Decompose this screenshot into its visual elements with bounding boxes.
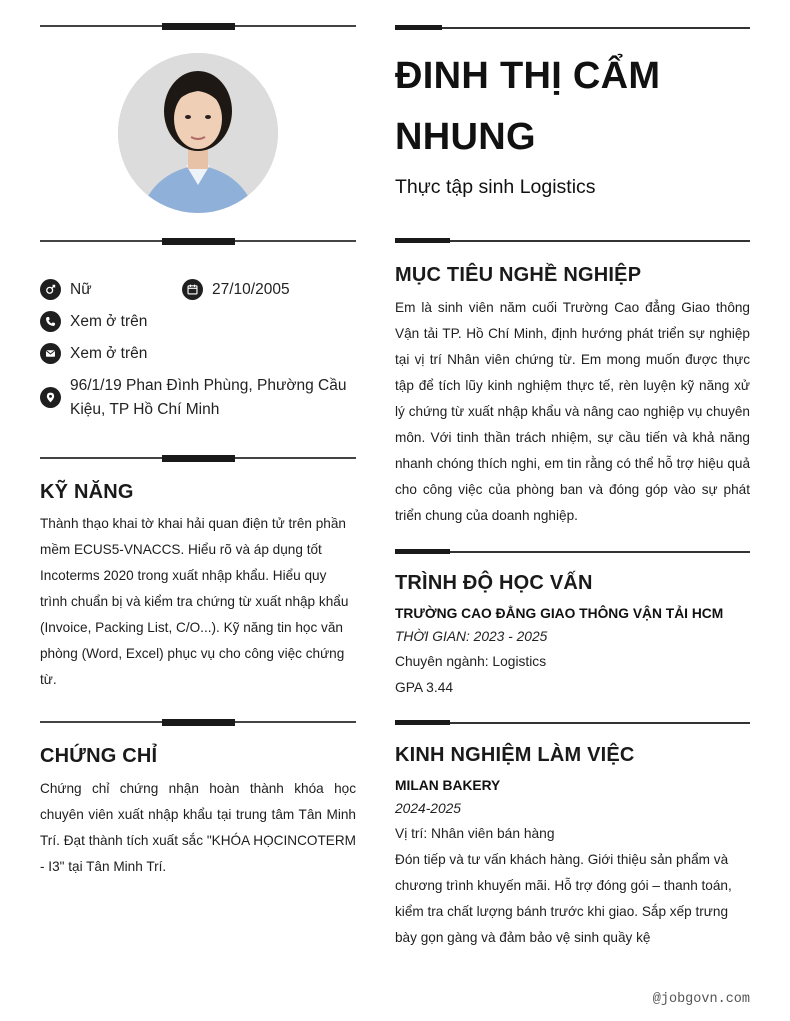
phone-text: Xem ở trên <box>70 313 148 330</box>
education-major: Chuyên ngành: Logistics <box>395 654 547 669</box>
divider <box>395 238 750 244</box>
gender-icon <box>40 279 61 300</box>
phone-icon <box>40 311 61 332</box>
email-icon <box>40 343 61 364</box>
experience-description: Đón tiếp và tư vấn khách hàng. Giới thiệu sản phẩm và chương trình khuyến mãi. Hỗ trợ đóng gói – thanh toán, kiểm tra chất lượng bánh trước khi giao. Sắp xếp trưng bày gọn gàng và đảm bảo vệ sinh quầy kệ <box>395 852 732 945</box>
education-period: THỜI GIAN: 2023 - 2025 <box>395 629 548 644</box>
calendar-icon <box>182 279 203 300</box>
location-icon <box>40 387 61 408</box>
divider <box>395 720 750 726</box>
avatar <box>118 53 278 213</box>
skills-text: Thành thạo khai tờ khai hải quan điện tử trên phần mềm ECUS5-VNACCS. Hiểu rõ và áp dụng tốt Incoterms 2020 trong xuất nhập khẩu. Hiểu quy trình chuẩn bị và kiểm tra chứng từ xuất nhập khẩu (Invoice, Packing List, C/O...). Kỹ năng tin học văn phòng (Word, Excel) phục vụ cho công việc chứng từ. <box>40 516 349 687</box>
address-row <box>40 374 356 422</box>
divider <box>395 25 750 31</box>
birthdate-row <box>182 278 290 302</box>
address-text: 96/1/19 Phan Đình Phùng, Phường Cầu Kiệu, TP Hồ Chí Minh <box>70 377 347 418</box>
candidate-name: ĐINH THỊ CẨM NHUNG <box>395 55 661 158</box>
divider <box>40 23 356 29</box>
email-row <box>40 342 147 366</box>
divider <box>395 549 750 555</box>
birthdate-text: 27/10/2005 <box>212 281 290 298</box>
experience-company: MILAN BAKERY <box>395 778 501 793</box>
phone-row <box>40 310 147 334</box>
gender-row <box>40 278 92 302</box>
objective-title: MỤC TIÊU NGHỀ NGHIỆP <box>395 264 642 286</box>
skills-title: KỸ NĂNG <box>40 481 134 503</box>
portrait-image <box>118 53 278 213</box>
email-text: Xem ở trên <box>70 345 148 362</box>
divider <box>40 238 356 244</box>
watermark: @jobgovn.com <box>652 992 750 1007</box>
objective-text: Em là sinh viên năm cuối Trường Cao đẳng Giao thông Vận tải TP. Hồ Chí Minh, định hướng phát triển sự nghiệp tại vị trí Nhân viên chứng từ. Em mong muốn được thực tập để tích lũy kinh nghiệm thực tế, rèn luyện kỹ năng xử lý chứng từ xuất nhập khẩu và nâng cao nghiệp vụ chuyên môn. Với tinh thần trách nhiệm, sự cầu tiến và khả năng nhanh chóng thích nghi, em tin rằng có thể hỗ trợ hiệu quả cho công việc của phòng ban và đóng góp vào sự phát triển chung của doanh nghiệp. <box>395 300 750 523</box>
education-title: TRÌNH ĐỘ HỌC VẤN <box>395 572 593 594</box>
education-school: TRƯỜNG CAO ĐẲNG GIAO THÔNG VẬN TẢI HCM <box>395 606 724 621</box>
divider <box>40 719 356 725</box>
gender-text: Nữ <box>70 281 92 298</box>
certificates-text: Chứng chỉ chứng nhận hoàn thành khóa học chuyên viên xuất nhập khẩu tại trung tâm Tân Minh Trí. Đạt thành tích xuất sắc "KHÓA HỌCINCOTERM - I3" tại Tân Minh Trí. <box>40 781 356 874</box>
certificates-title: CHỨNG CHỈ <box>40 745 158 767</box>
divider <box>40 455 356 461</box>
experience-position: Vị trí: Nhân viên bán hàng <box>395 826 555 841</box>
experience-period: 2024-2025 <box>395 801 461 816</box>
education-gpa: GPA 3.44 <box>395 680 454 695</box>
candidate-role: Thực tập sinh Logistics <box>395 176 596 198</box>
experience-title: KINH NGHIỆM LÀM VIỆC <box>395 744 635 766</box>
